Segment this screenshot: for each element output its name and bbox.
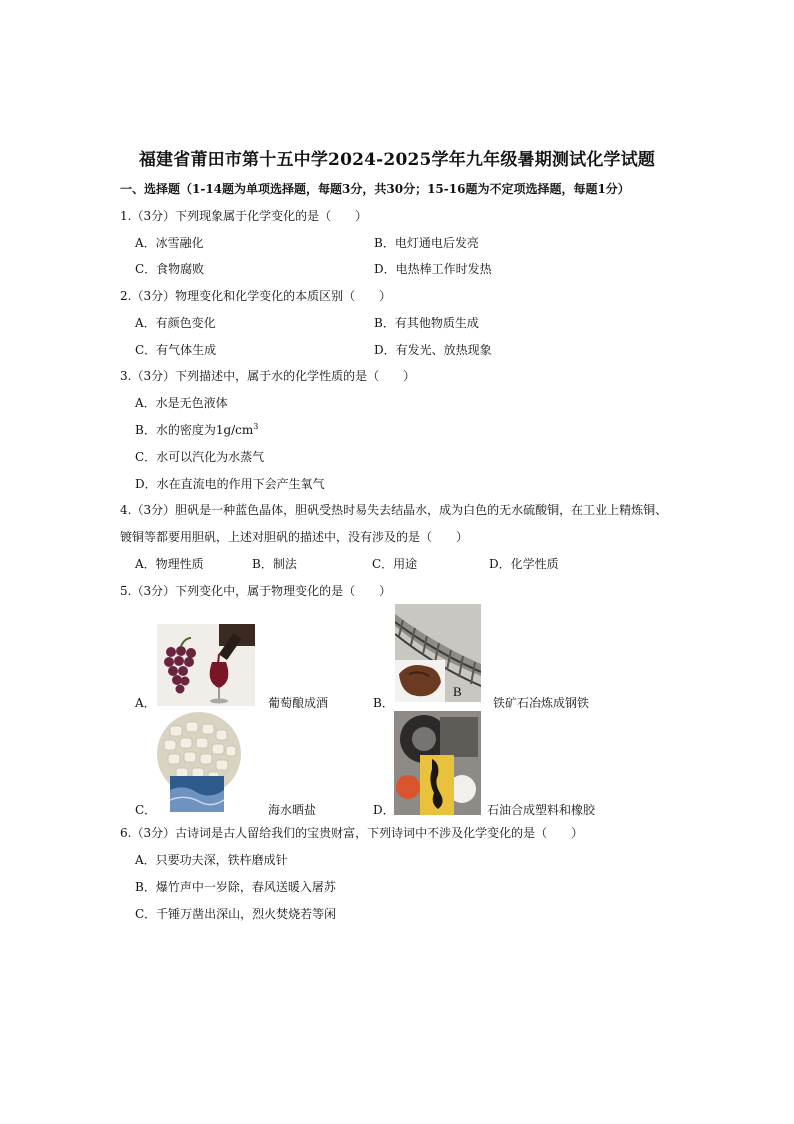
q3-option-d[interactable]: D．水在直流电的作用下会产生氧气 <box>135 477 325 491</box>
q3-option-b-text: B．水的密度为1g/cm <box>135 423 254 437</box>
q2-option-d[interactable]: D．有发光、放热现象 <box>374 343 492 357</box>
question-4-stem-line2: 镀铜等都要用胆矾，上述对胆矾的描述中，没有涉及的是（ ） <box>120 530 469 544</box>
q1-option-d[interactable]: D．电热棒工作时发热 <box>374 262 492 276</box>
q4-option-b[interactable]: B．制法 <box>252 557 297 571</box>
q1-option-b[interactable]: B．电灯通电后发亮 <box>374 236 479 250</box>
q5-caption-a: 葡萄酿成酒 <box>268 696 329 710</box>
question-6-stem: 6.（3分）古诗词是古人留给我们的宝贵财富，下列诗词中不涉及化学变化的是（ ） <box>120 826 584 840</box>
question-5-stem: 5.（3分）下列变化中，属于物理变化的是（ ） <box>120 584 392 598</box>
q4-option-a[interactable]: A．物理性质 <box>135 557 204 571</box>
q3-option-b[interactable] <box>135 421 258 438</box>
q2-option-b[interactable]: B．有其他物质生成 <box>374 316 479 330</box>
petroleum-products-image <box>394 711 481 815</box>
grape-wine-image <box>157 624 255 706</box>
question-1-stem: 1.（3分）下列现象属于化学变化的是（ ） <box>120 209 368 223</box>
question-2-stem: 2.（3分）物理变化和化学变化的本质区别（ ） <box>120 289 392 303</box>
q2-option-c[interactable]: C．有气体生成 <box>135 343 217 357</box>
q4-option-c[interactable]: C．用途 <box>372 557 418 571</box>
sea-salt-image <box>156 712 242 812</box>
q5-option-b[interactable]: B． <box>373 696 394 710</box>
q5-option-a[interactable]: A． <box>135 696 156 710</box>
q2-option-a[interactable]: A．有颜色变化 <box>135 316 216 330</box>
question-3-stem: 3.（3分）下列描述中，属于水的化学性质的是（ ） <box>120 369 416 383</box>
q5-option-c[interactable]: C． <box>135 803 157 817</box>
q1-option-c[interactable]: C．食物腐败 <box>135 262 205 276</box>
q6-option-a[interactable]: A．只要功夫深，铁杵磨成针 <box>135 853 288 867</box>
section-heading: 一、选择题（1-14题为单项选择题，每题3分，共30分；15-16题为不定项选择题，每题1分） <box>120 182 630 196</box>
q5-caption-b: 铁矿石冶炼成钢铁 <box>493 696 590 710</box>
q3-option-a[interactable]: A．水是无色液体 <box>135 396 228 410</box>
q3-option-b-superscript: 3 <box>253 422 259 431</box>
q3-option-c[interactable]: C．水可以汽化为水蒸气 <box>135 450 265 464</box>
railway-ore-image <box>395 604 481 702</box>
q6-option-c[interactable]: C．千锤万凿出深山，烈火焚烧若等闲 <box>135 907 337 921</box>
q5-caption-d: 石油合成塑料和橡胶 <box>487 803 596 817</box>
question-4-stem-line1: 4.（3分）胆矾是一种蓝色晶体，胆矾受热时易失去结晶水，成为白色的无水硫酸铜，在工业上精炼铜、 <box>120 503 668 517</box>
q5-caption-c: 海水晒盐 <box>268 803 317 817</box>
q5-option-d[interactable]: D． <box>373 803 395 817</box>
q4-option-d[interactable]: D．化学性质 <box>489 557 559 571</box>
q1-option-a[interactable]: A．冰雪融化 <box>135 236 204 250</box>
q5-image-label-b: B <box>453 684 462 699</box>
q6-option-b[interactable]: B．爆竹声中一岁除，春风送暖入屠苏 <box>135 880 336 894</box>
page-title: 福建省莆田市第十五中学2024-2025学年九年级暑期测试化学试题 <box>138 150 656 170</box>
